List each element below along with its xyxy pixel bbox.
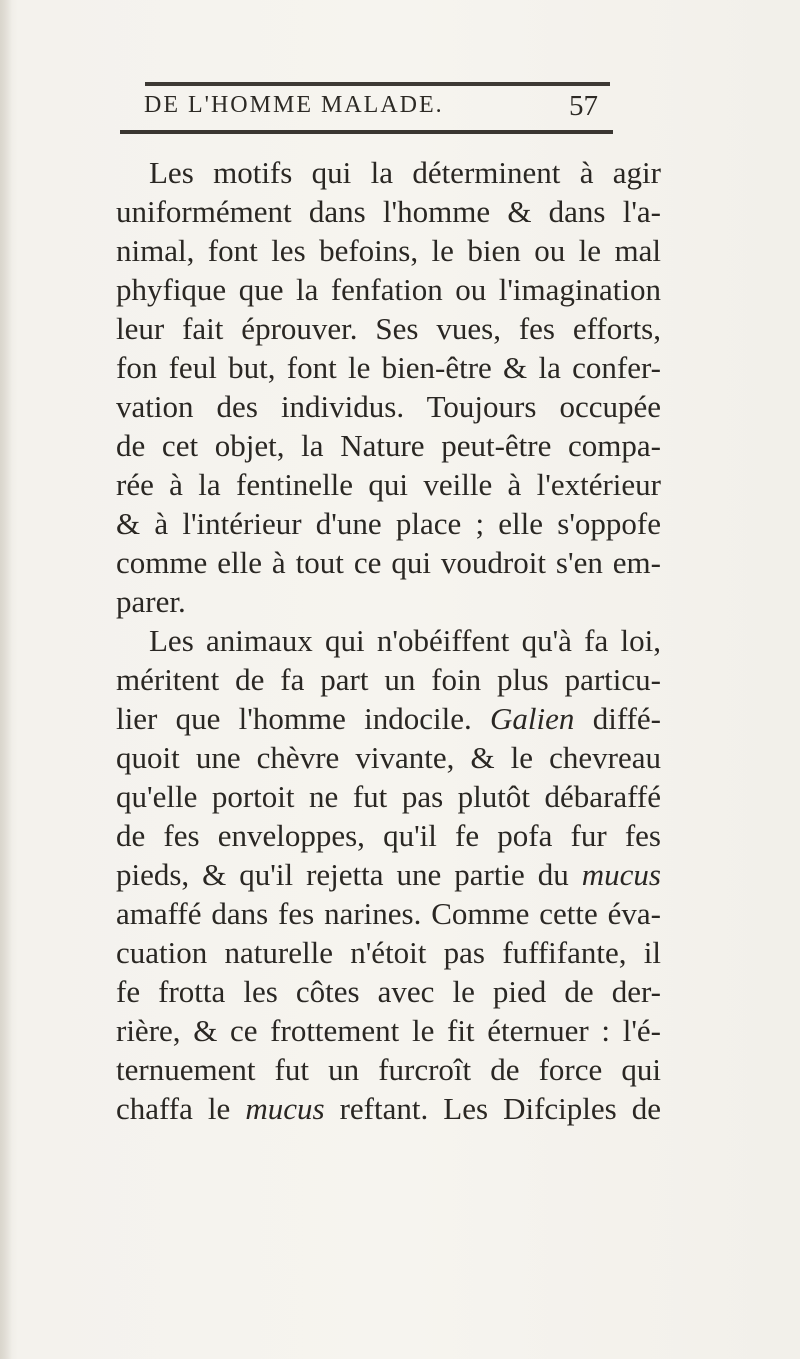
text-line: fe frotta les côtes avec le pied de der-: [116, 974, 661, 1009]
text-line: rière, & ce frottement le fit éternuer : l'é-: [116, 1013, 661, 1048]
text-line-with-italic: [116, 699, 661, 738]
text-line: de cet objet, la Nature peut-être compa-: [116, 428, 661, 463]
text-line: quoit une chèvre vivante, & le chevreau: [116, 740, 661, 775]
header-rule: [120, 130, 613, 134]
header-title: DE L'HOMME MALADE.: [144, 92, 444, 118]
text-line: phyfique que la fenfation ou l'imagination: [116, 272, 661, 307]
text-line: qu'elle portoit ne fut pas plutôt débaraffé: [116, 779, 661, 814]
text-line: comme elle à tout ce qui voudroit s'en em-: [116, 545, 661, 580]
text-line: ternuement fut un furcroît de force qui: [116, 1052, 661, 1087]
text-line: parer.: [116, 584, 186, 619]
text-line-with-italic: [116, 1089, 661, 1128]
text-segment: diffé-: [574, 701, 661, 736]
header-top-rule: [145, 82, 610, 86]
italic-name-galien: Galien: [490, 701, 575, 736]
text-line: cuation naturelle n'étoit pas fuffifante, il: [116, 935, 661, 970]
page-number: 57: [569, 90, 598, 122]
text-line: uniformément dans l'homme & dans l'a-: [116, 194, 661, 229]
text-segment: lier que l'homme indocile.: [116, 701, 491, 736]
italic-term-mucus: mucus: [581, 857, 661, 892]
text-line: Les motifs qui la déterminent à agir: [149, 155, 661, 190]
text-line: vation des individus. Toujours occupée: [116, 389, 661, 424]
running-header: [144, 90, 598, 132]
text-line: leur fait éprouver. Ses vues, fes efforts,: [116, 311, 661, 346]
page-edge-shadow: [0, 0, 12, 1359]
text-line-with-italic: [116, 855, 661, 894]
text-line: fon feul but, font le bien-être & la confer-: [116, 350, 661, 385]
text-line: rée à la fentinelle qui veille à l'extérieur: [116, 467, 661, 502]
text-line: Les animaux qui n'obéiffent qu'à fa loi,: [149, 623, 661, 658]
italic-term-mucus: mucus: [245, 1091, 325, 1126]
text-line: de fes enveloppes, qu'il fe pofa fur fes: [116, 818, 661, 853]
body-text: [116, 153, 661, 1128]
text-line: nimal, font les befoins, le bien ou le mal: [116, 233, 661, 268]
text-line: amaffé dans fes narines. Comme cette éva-: [116, 896, 661, 931]
text-segment: pieds, & qu'il rejetta une partie du: [116, 857, 582, 892]
text-segment: chaffa le: [116, 1091, 246, 1126]
text-line: méritent de fa part un foin plus particu-: [116, 662, 661, 697]
text-line: & à l'intérieur d'une place ; elle s'oppofe: [116, 506, 661, 541]
text-segment: reftant. Les Difciples de: [324, 1091, 661, 1126]
